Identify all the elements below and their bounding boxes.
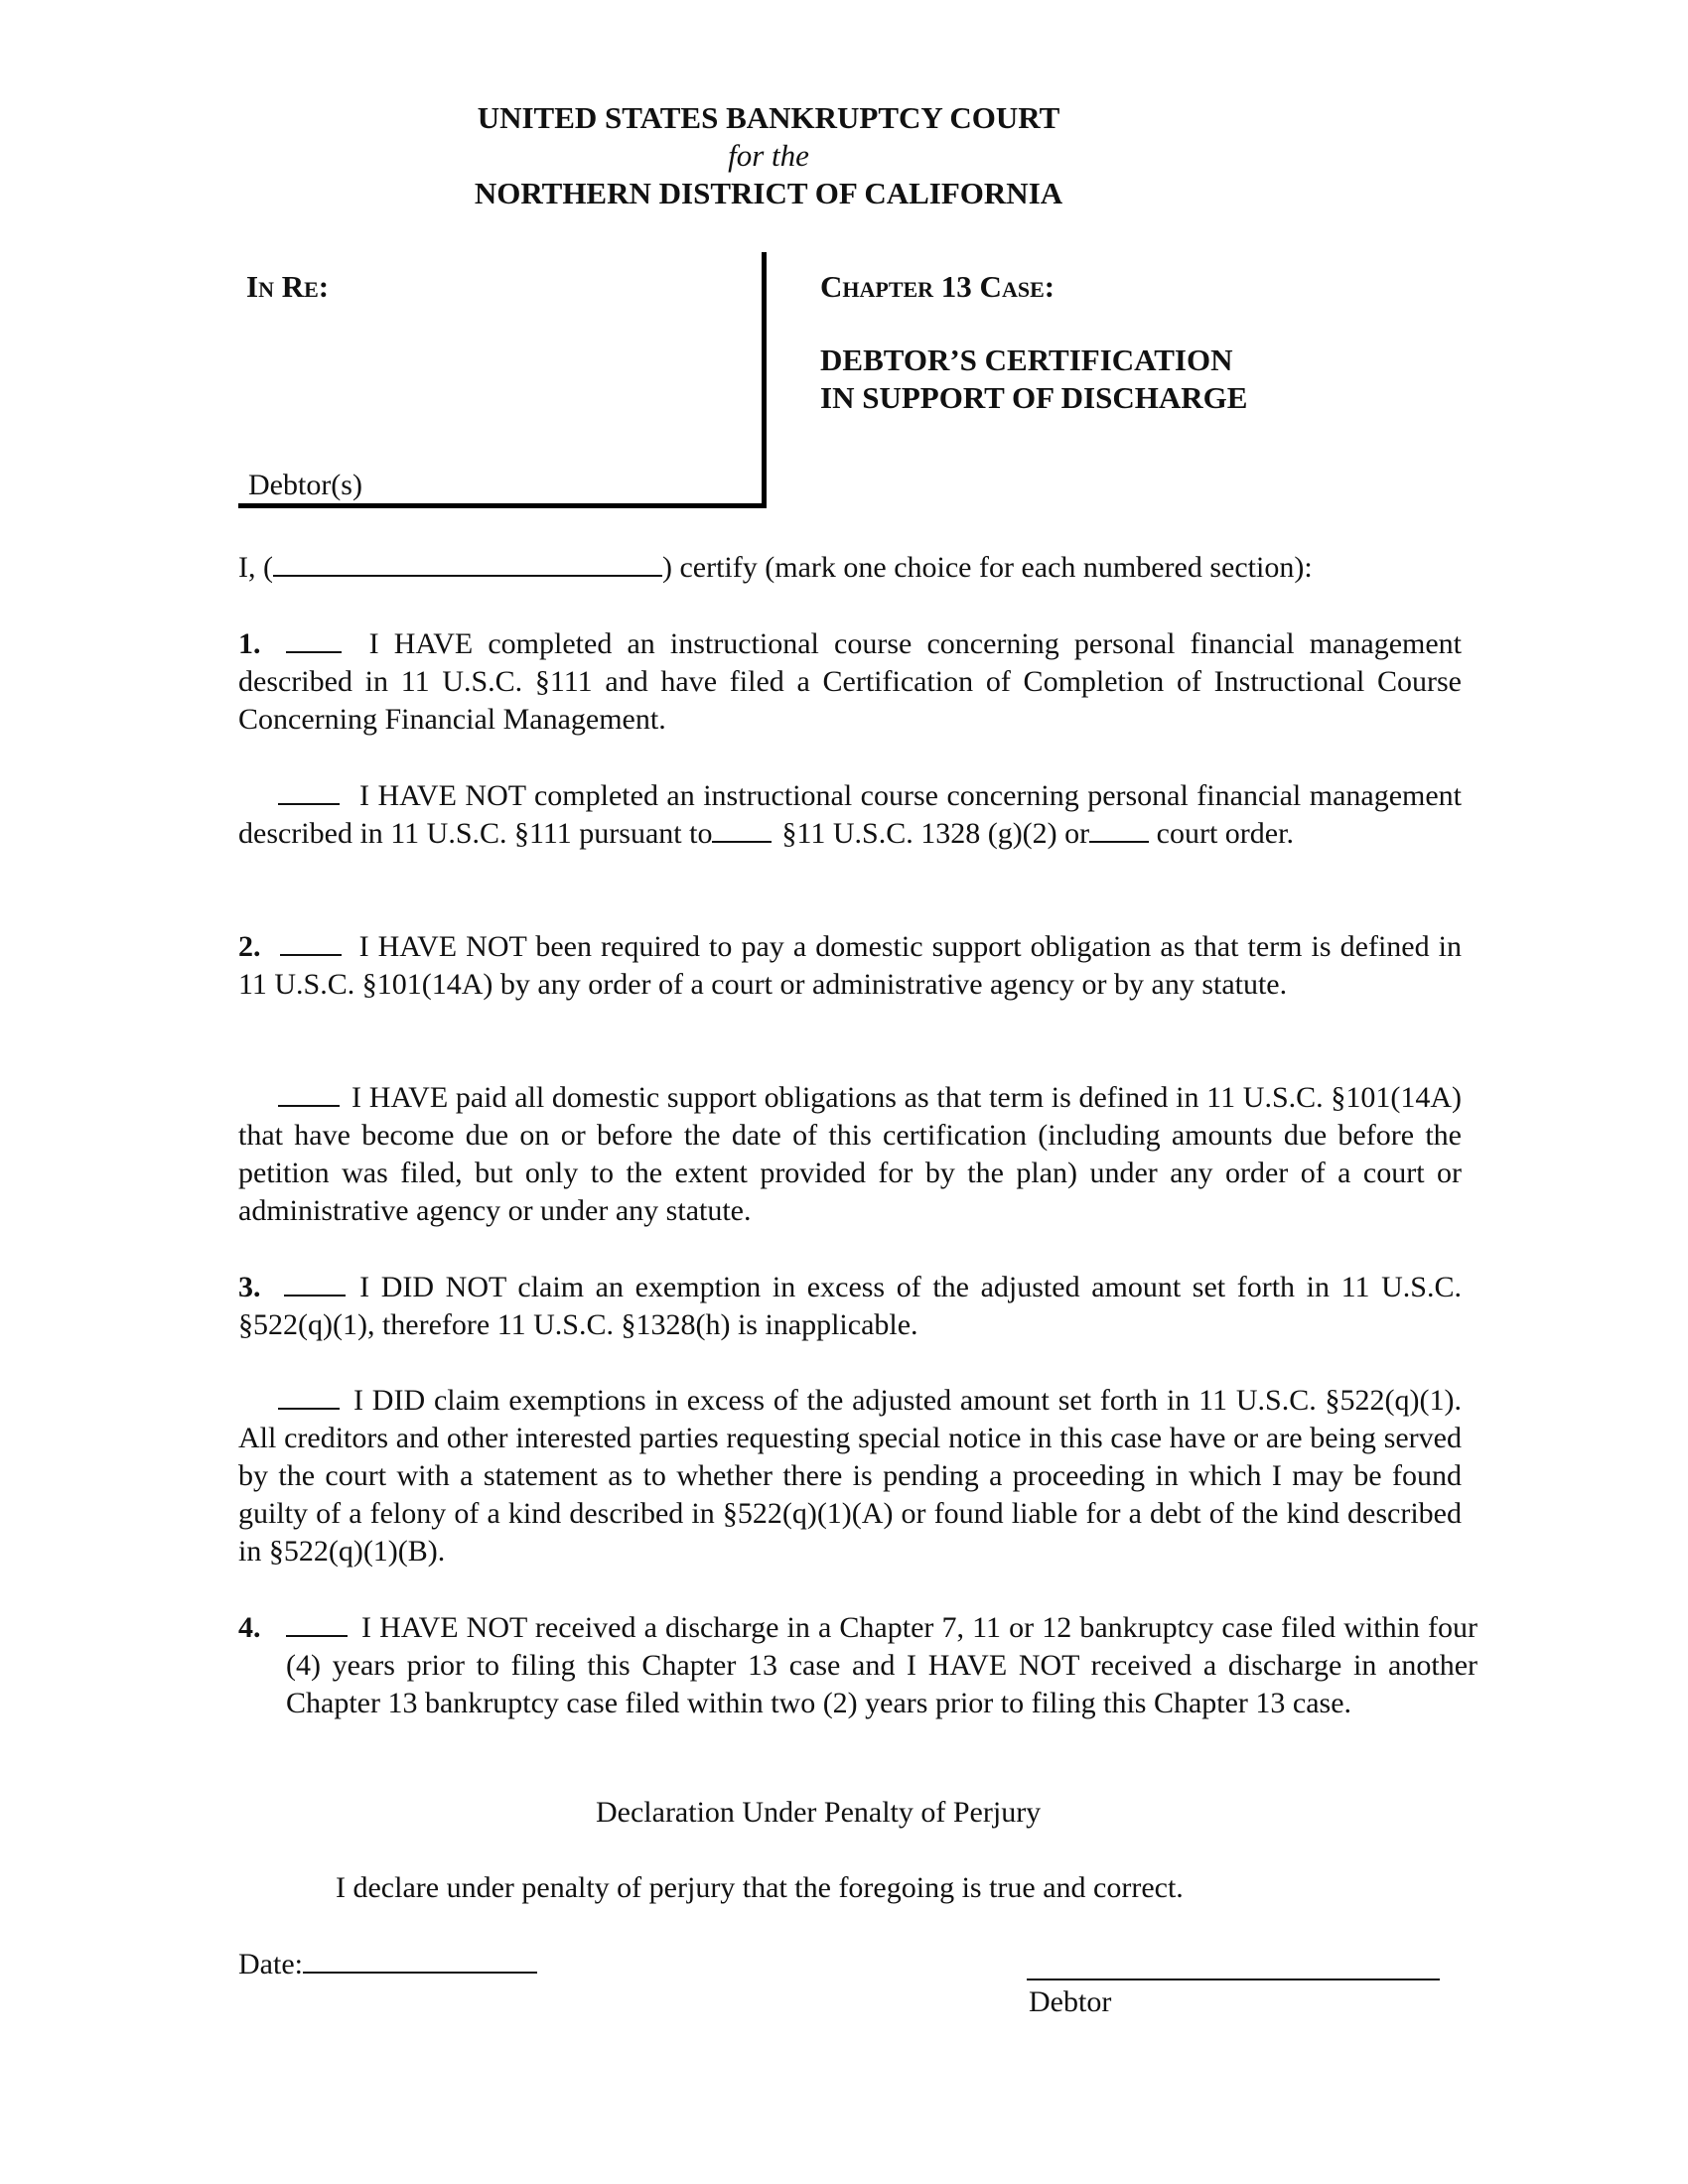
section-4-number: 4. — [238, 1611, 261, 1644]
section-2-number: 2. — [238, 930, 261, 963]
section-3a-text: I DID NOT claim an exemption in excess of the adjusted amount set forth in 11 U.S.C. §522(q)(1), therefore 11 U.S.C. §1328(h) is inapplicable. — [238, 1271, 1463, 1341]
section-1a — [238, 625, 1462, 739]
date-label: Date: — [238, 1948, 303, 1980]
in-re-label: In Re: — [246, 269, 330, 304]
section-4a-text: I HAVE NOT received a discharge in a Chapter 7, 11 or 12 bankruptcy case filed within four (4) years prior to filing this Chapter 13 case and I HAVE NOT received a discharge in another Chapter 13 bankruptcy case filed within two (2) years prior to filing this Chapter 13 case. — [286, 1611, 1477, 1719]
debtor-signature-label: Debtor — [1029, 1985, 1112, 2018]
section-1b — [238, 777, 1462, 853]
debtors-label: Debtor(s) — [248, 469, 362, 501]
checkbox-1b-court-order-blank[interactable] — [1089, 815, 1149, 843]
doc-title-line-2: IN SUPPORT OF DISCHARGE — [820, 380, 1248, 415]
checkbox-4a-blank[interactable] — [286, 1609, 348, 1637]
section-3-number: 3. — [238, 1271, 261, 1303]
date-row — [238, 1946, 537, 1983]
section-1b-text-1: I HAVE NOT completed an instructional course concerning personal financial management described in 11 U.S.C. §111 pursuant to — [238, 779, 1462, 850]
checkbox-2b-blank[interactable] — [278, 1079, 340, 1107]
section-3a — [238, 1269, 1462, 1344]
checkbox-3a-blank[interactable] — [284, 1269, 346, 1297]
checkbox-3b-blank[interactable] — [278, 1382, 340, 1410]
court-name: UNITED STATES BANKRUPTCY COURT — [477, 100, 1060, 135]
doc-title-line-1: DEBTOR’S CERTIFICATION — [820, 342, 1233, 377]
section-4a — [286, 1609, 1477, 1722]
intro-prefix: I, ( — [238, 551, 273, 584]
case-type-label: Chapter 13 Case: — [820, 269, 1055, 304]
date-blank[interactable] — [303, 1946, 537, 1974]
debtor-signature-line[interactable] — [1027, 1979, 1440, 1980]
declaration-heading: Declaration Under Penalty of Perjury — [596, 1796, 1042, 1829]
section-1-number: 1. — [238, 627, 261, 660]
section-1a-text: I HAVE completed an instructional course concerning personal financial management described in 11 U.S.C. §111 and have filed a Certification of Completion of Instructional Course Concerning Financial Management. — [238, 627, 1462, 736]
debtor-name-blank[interactable] — [273, 549, 662, 577]
section-2b — [238, 1079, 1462, 1230]
section-1b-text-3: court order. — [1156, 817, 1294, 850]
section-3b — [238, 1382, 1462, 1570]
section-1b-text-2: §11 U.S.C. 1328 (g)(2) or — [781, 817, 1090, 850]
section-3b-text: I DID claim exemptions in excess of the adjusted amount set forth in 11 U.S.C. §522(q)(1). All creditors and other interested parties requesting special notice in this case have or are being served by the court with a statement as to whether there is pending a proceeding in which I may be found guilty of a felony of a kind described in §522(q)(1)(A) or found liable for a debt of the kind described in §522(q)(1)(B). — [238, 1384, 1462, 1568]
for-the: for the — [728, 138, 809, 173]
section-2a — [238, 928, 1462, 1004]
district-name: NORTHERN DISTRICT OF CALIFORNIA — [474, 176, 1063, 210]
section-2b-text: I HAVE paid all domestic support obligations as that term is defined in 11 U.S.C. §101(14A) that have become due on or before the date of this certification (including amounts due before the petition was filed, but only to the extent provided for by the plan) under any order of a court or administrative agency or under any statute. — [238, 1081, 1462, 1227]
section-2a-text: I HAVE NOT been required to pay a domestic support obligation as that term is defined in 11 U.S.C. §101(14A) by any order of a court or administrative agency or by any statute. — [238, 930, 1462, 1001]
declaration-statement: I declare under penalty of perjury that the foregoing is true and correct. — [336, 1871, 1184, 1904]
checkbox-1b-statute-blank[interactable] — [712, 815, 772, 843]
intro-line — [238, 549, 1313, 587]
checkbox-1b-blank[interactable] — [278, 777, 340, 805]
intro-suffix: ) certify (mark one choice for each numbered section): — [661, 551, 1313, 584]
checkbox-1a-blank[interactable] — [286, 625, 342, 653]
checkbox-2a-blank[interactable] — [280, 928, 342, 956]
